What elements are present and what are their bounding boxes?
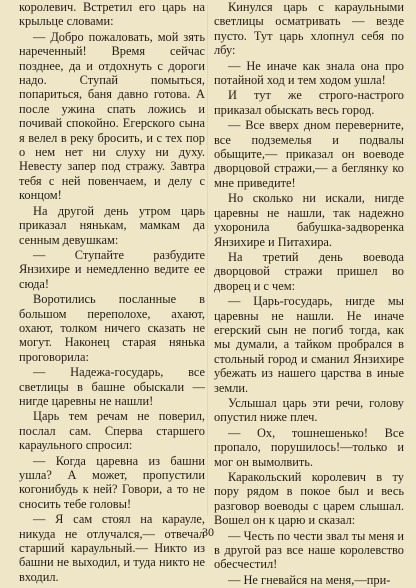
column-gutter — [207, 4, 208, 516]
paragraph: Царь тем речам не поверил, послал сам. Сперва старшего караульного спросил: — [19, 409, 205, 453]
left-column — [19, 0, 205, 585]
paragraph: Кинулся царь с караульными светлицы осматривать — везде пусто. Тут царь хлопнул себя по лбу: — [214, 0, 404, 58]
paragraph: На другой день утром царь приказал нянькам, мамкам да сенным девушкам: — [19, 203, 205, 247]
paragraph: — Царь-государь, нигде мы царевны не нашли. Не иначе егерский сын не погиб тогда, как мы думали, а тайком пробрался в стольный город и сманил Янзихире убежать из нашего царства в иные земли. — [214, 294, 404, 395]
paragraph: — Не иначе как знала она про потайной ход и тем ходом ушла! — [214, 58, 404, 88]
paragraph: — Добро пожаловать, мой зять нареченный! Время сейчас позднее, да и отдохнуть с дороги надо. Ступай помыться, попариться, баня давно готова. А после ужина спать ложись и почивай спокойно. Егерского сына я велел в реку бросить, и с тех пор о нем нет ни слуху ни духу. Невесту запер под стражу. Завтра тебя с ней повенчаем, и делу с концом! — [19, 29, 205, 203]
paragraph: — Когда царевна из башни ушла? А может, пропустили когонибудь к ней? Говори, а то не сносить тебе головы! — [19, 453, 205, 511]
paragraph: королевич. Встретил его царь на крыльце словами: — [19, 0, 205, 29]
right-column — [214, 0, 404, 588]
paragraph: Каракольский королевич в ту пору рядом в покое был и весь разговор воеводы с царем слышал. Вошел он к царю и сказал: — [214, 470, 404, 528]
paragraph: И тут же строго-настрого приказал обыскать весь город. — [214, 88, 404, 117]
paragraph: — Я сам стоял на карауле, никуда не отлучался,— отвечал старший караульный.— Никто из башни не выходил, и туда никто не входил. — [19, 512, 205, 584]
paragraph: Услышал царь эти речи, голову опустил ниже плеч. — [214, 395, 404, 425]
paragraph: — Ступайте разбудите Янзихире и немедленно ведите ее сюда! — [19, 247, 205, 291]
page-number: 30 — [202, 525, 214, 539]
paragraph: — Честь по чести звал ты меня и в другой раз все наше королевство обесчестил! — [214, 528, 404, 572]
paragraph: На третий день воевода дворцовой стражи пришел во дворец и с чем: — [214, 249, 404, 293]
paragraph: — Надежа-государь, все светлицы в башне обыскали — нигде царевны не нашли! — [19, 365, 205, 408]
paragraph: Но сколько ни искали, нигде царевны не нашли, так надежно ухоронила бабушка-задворенка Янзихире и Питахира. — [214, 191, 404, 249]
paragraph: — Не гневайся на меня,—при- — [228, 572, 391, 587]
paragraph: — Все вверх дном переверните, все подземелья и подвалы обыщите,— приказал он воеводе дворцовой стражи,— а беглянку ко мне приведите! — [214, 118, 404, 190]
paragraph: Воротились посланные в большом переполохе, ахают, охают, толком ничего сказать не могут. Наконец старая нянька проговорила: — [19, 292, 205, 364]
paragraph: — Ох, тошнешенько! Все пропало, порушилось!—только и мог он вымолвить. — [214, 425, 404, 469]
